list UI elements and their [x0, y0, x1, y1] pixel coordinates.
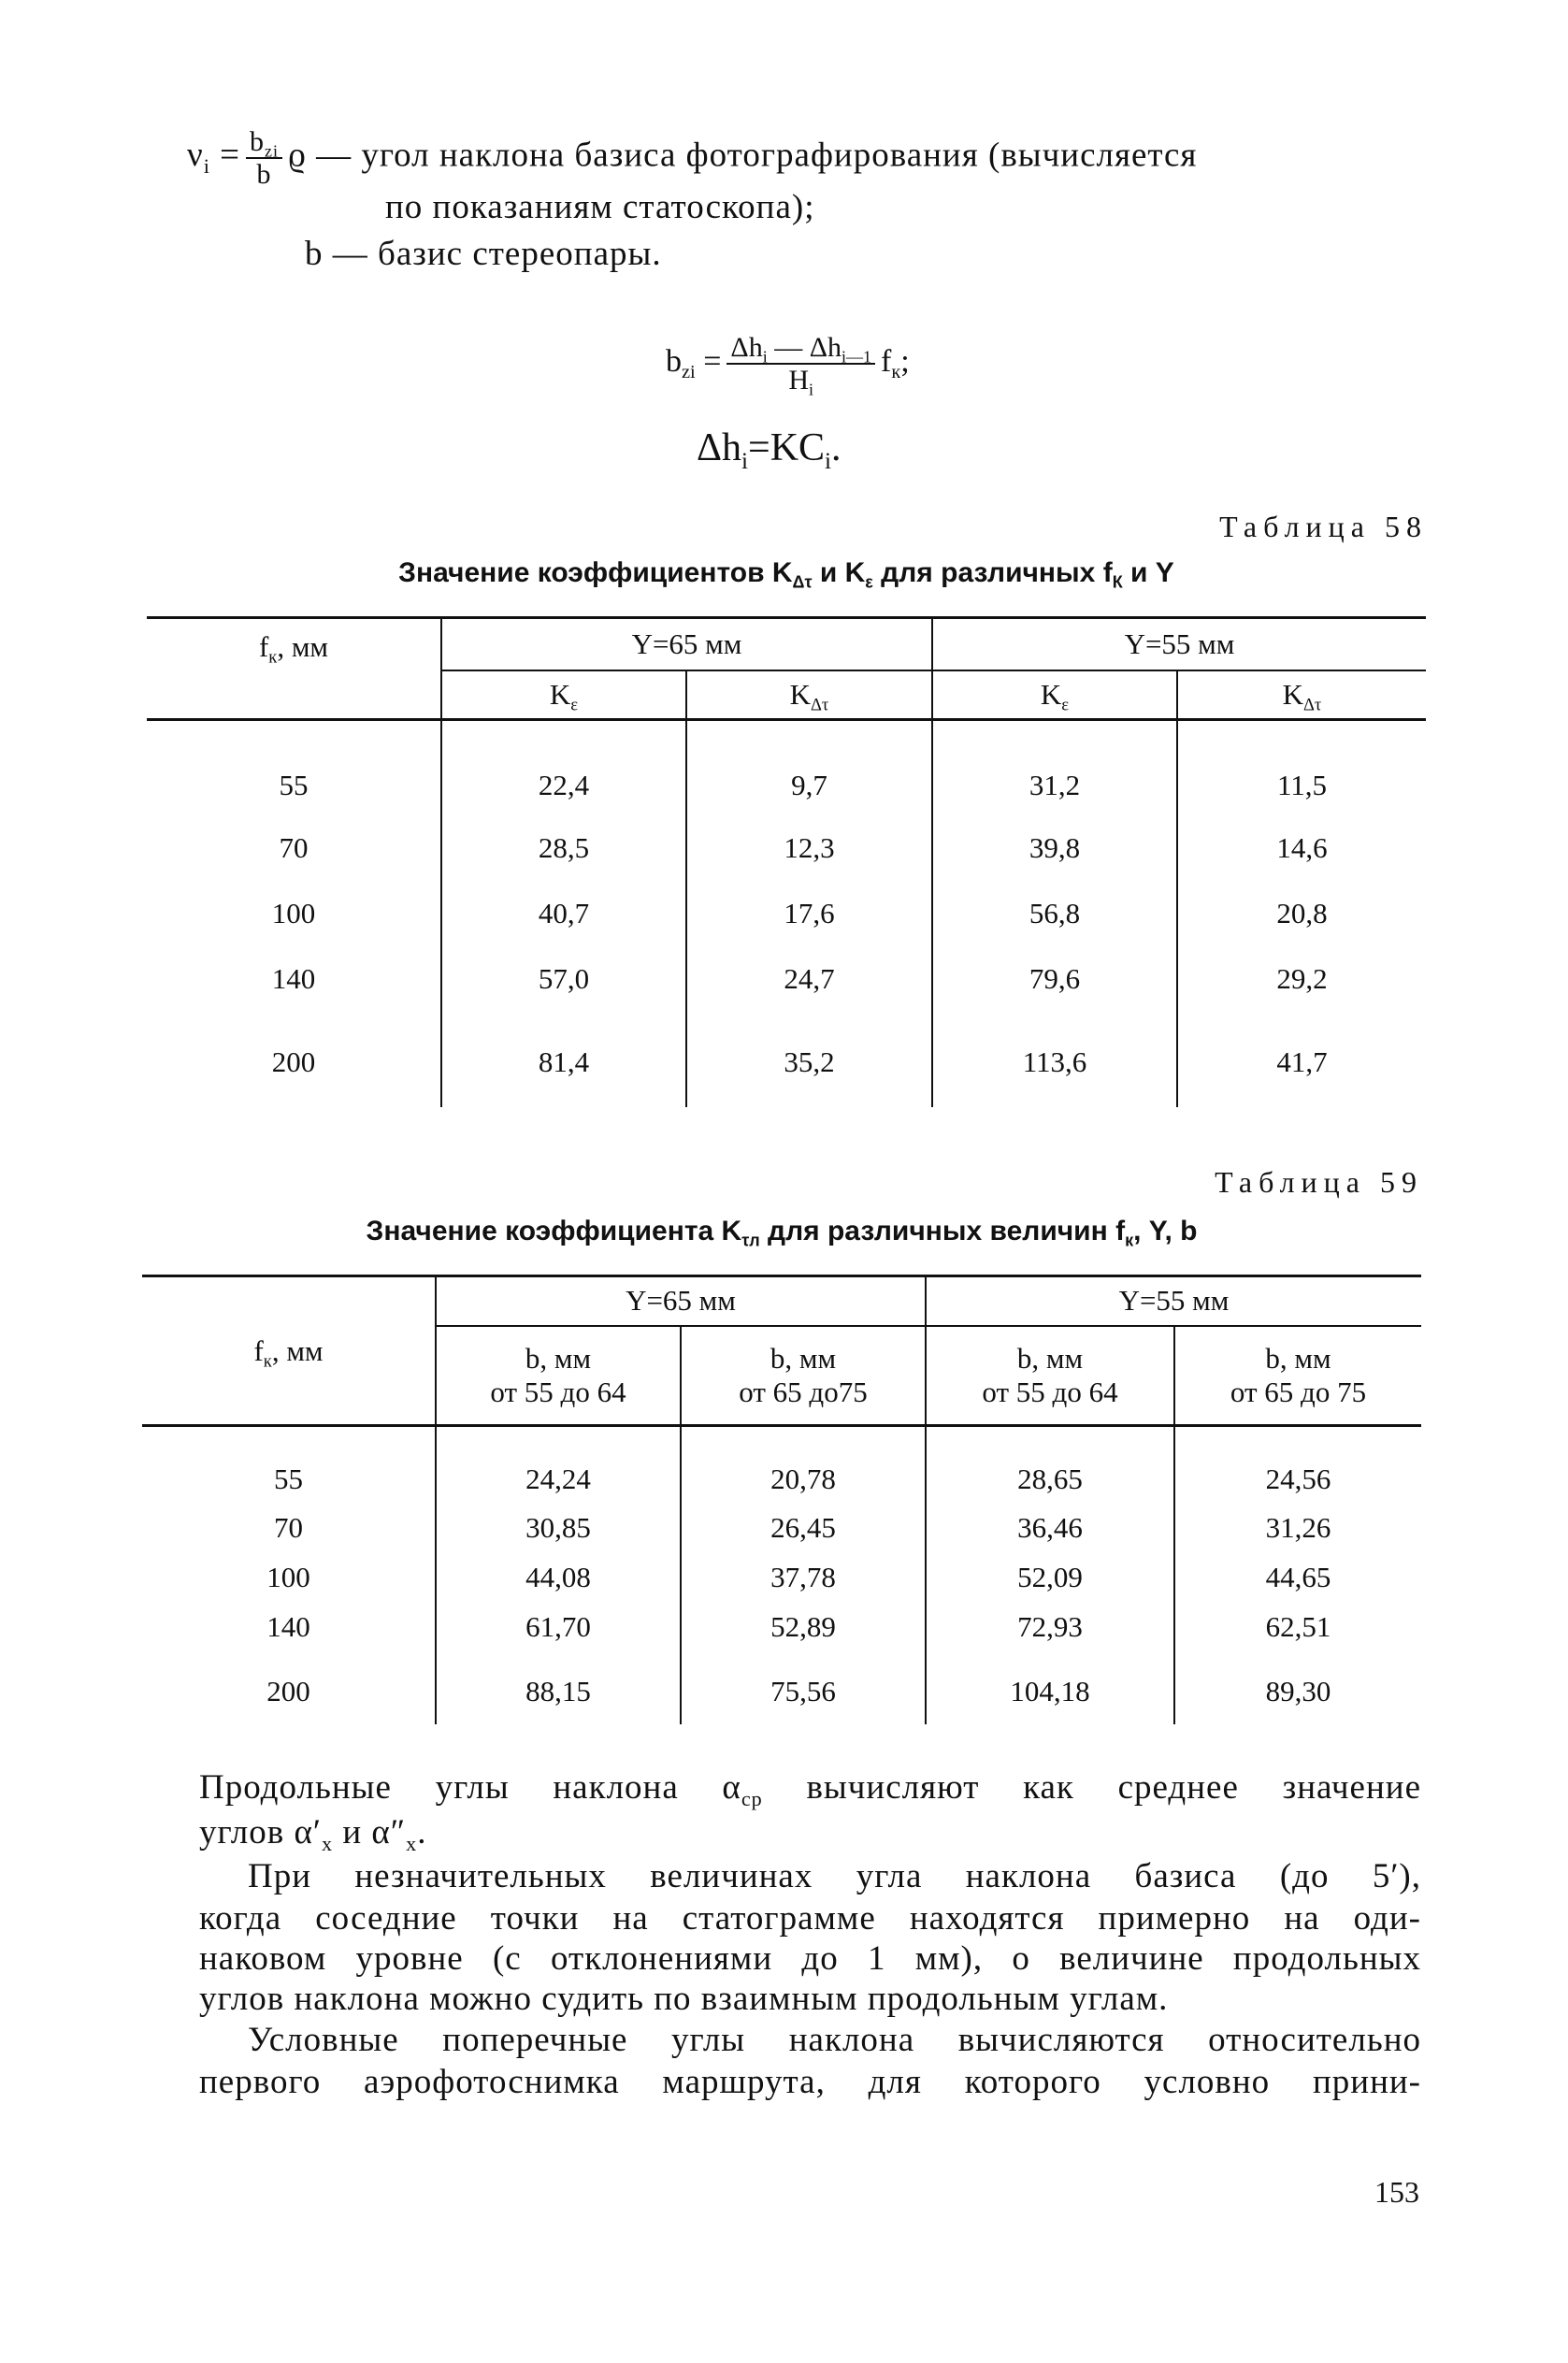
- cell-value: 88,15: [436, 1645, 681, 1724]
- cell-value: 24,24: [436, 1426, 681, 1497]
- cell-value: 39,8: [932, 809, 1177, 874]
- header-y65: Y=65 мм: [441, 618, 932, 670]
- table-59: [142, 1275, 1421, 1724]
- header-b-label: b, мм: [1016, 1341, 1084, 1375]
- cell-value: 81,4: [441, 1005, 686, 1107]
- cell-value: 37,78: [681, 1546, 926, 1595]
- table-row: [147, 940, 1426, 1005]
- formula-nu-description-cont: по показаниям статоскопа);: [385, 188, 815, 226]
- paragraph-1-line-2: углов $\alpha'_x$ и $\alpha''_x$.: [199, 1813, 427, 1855]
- formula-nu: $\nu_i$ = $\frac{b_{zi}}{b}$ ϱ — угол наклона базиса фотографирования (вычисляется: [187, 126, 1198, 190]
- header-b-range-text: от 55 до 64: [490, 1375, 626, 1408]
- cell-value: 20,78: [681, 1426, 926, 1497]
- header-y55: Y=55 мм: [926, 1276, 1421, 1326]
- cell-value: 30,85: [436, 1496, 681, 1546]
- formula-dh: $\Delta h_i=KC_i$.: [697, 426, 842, 474]
- cell-value: 104,18: [926, 1645, 1174, 1724]
- header-b-range-text: от 65 до75: [739, 1375, 868, 1408]
- table-row: [142, 1546, 1421, 1595]
- cell-fk: 100: [271, 896, 316, 929]
- cell-value: 22,4: [441, 720, 686, 809]
- header-fk: $f_к$, мм: [147, 618, 441, 720]
- table-row: [142, 1595, 1421, 1645]
- table-row: [147, 874, 1426, 940]
- table-row: [147, 1005, 1426, 1107]
- cell-value: 17,6: [686, 874, 932, 940]
- formula-nu-lhs: $\nu_i$ =: [187, 136, 241, 179]
- cell-value: 14,6: [1177, 809, 1426, 874]
- cell-value: 44,08: [436, 1546, 681, 1595]
- cell-value: 41,7: [1177, 1005, 1426, 1107]
- table-row: [142, 1426, 1421, 1497]
- page-number: 153: [1374, 2175, 1419, 2209]
- cell-value: 35,2: [686, 1005, 932, 1107]
- paragraph-2-line: когда соседние точки на статограмме находятся примерно на оди-: [199, 1899, 1421, 1938]
- cell-value: 44,65: [1174, 1546, 1421, 1595]
- cell-fk: 200: [271, 1045, 316, 1078]
- cell-fk: 55: [279, 768, 309, 801]
- cell-value: 52,89: [681, 1595, 926, 1645]
- cell-value: 75,56: [681, 1645, 926, 1724]
- cell-fk: 140: [266, 1609, 310, 1643]
- cell-value: 62,51: [1174, 1595, 1421, 1645]
- cell-value: 61,70: [436, 1595, 681, 1645]
- cell-value: 56,8: [932, 874, 1177, 940]
- header-b-label: b, мм: [1265, 1341, 1331, 1375]
- cell-value: 113,6: [932, 1005, 1177, 1107]
- cell-value: 29,2: [1177, 940, 1426, 1005]
- cell-fk: 70: [279, 830, 309, 864]
- table-59-title: Значение коэффициента $K_{\tau л}$ для различных величин $f_к$, Y, b: [366, 1216, 1198, 1250]
- cell-fk: 140: [271, 961, 316, 995]
- cell-value: 28,5: [441, 809, 686, 874]
- formula-nu-fraction: $\frac{b_{zi}}{b}$: [246, 126, 282, 190]
- cell-value: 28,65: [926, 1426, 1174, 1497]
- header-b-range: [926, 1326, 1174, 1426]
- formula-bzi: $b_{zi}$ = $\frac{\Delta h_i — \Delta h_{i—1}}{H_i}$ $f_к$;: [666, 332, 910, 399]
- cell-value: 31,2: [932, 720, 1177, 809]
- table-row: [142, 1496, 1421, 1546]
- paragraph-2-line: При незначительных величинах угла наклона базиса (до 5′),: [248, 1857, 1421, 1895]
- paragraph-2-line: наковом уровне (с отклонениями до 1 мм), о величине продольных: [199, 1939, 1421, 1978]
- table-58-caption: Таблица 58: [1219, 510, 1428, 543]
- table-59-caption: Таблица 59: [1215, 1165, 1423, 1199]
- header-b-label: b, мм: [770, 1341, 837, 1375]
- table-row: [147, 720, 1426, 809]
- cell-fk: 70: [274, 1510, 303, 1544]
- cell-value: 20,8: [1177, 874, 1426, 940]
- cell-value: 24,56: [1174, 1426, 1421, 1497]
- cell-value: 36,46: [926, 1496, 1174, 1546]
- formula-nu-description: — угол наклона базиса фотографирования (вычисляется: [316, 136, 1198, 175]
- cell-value: 52,09: [926, 1546, 1174, 1595]
- cell-value: 12,3: [686, 809, 932, 874]
- cell-value: 72,93: [926, 1595, 1174, 1645]
- header-kdt: $K_{\Delta\tau}$: [1177, 670, 1426, 720]
- table-row: [147, 809, 1426, 874]
- header-y55: Y=55 мм: [932, 618, 1426, 670]
- header-b-label: b, мм: [525, 1341, 592, 1375]
- table-row: [142, 1645, 1421, 1724]
- cell-fk: 55: [274, 1462, 303, 1495]
- cell-value: 24,7: [686, 940, 932, 1005]
- paragraph-1-line-1: Продольные углы наклона $\alpha_{ср}$ вычисляют как среднее значение: [199, 1768, 1421, 1810]
- cell-value: 89,30: [1174, 1645, 1421, 1724]
- header-fk: $f_к$, мм: [142, 1276, 436, 1426]
- paragraph-3-line: Условные поперечные углы наклона вычисляются относительно: [248, 2021, 1421, 2059]
- header-kdt: $K_{\Delta\tau}$: [686, 670, 932, 720]
- cell-value: 11,5: [1177, 720, 1426, 809]
- header-b-range: [436, 1326, 681, 1426]
- header-b-range-text: от 65 до 75: [1230, 1375, 1367, 1408]
- header-ke: $K_\varepsilon$: [932, 670, 1177, 720]
- header-y65: Y=65 мм: [436, 1276, 926, 1326]
- cell-fk: 100: [266, 1560, 310, 1593]
- header-ke: $K_\varepsilon$: [441, 670, 686, 720]
- cell-value: 9,7: [686, 720, 932, 809]
- paragraph-2-line: углов наклона можно судить по взаимным продольным углам.: [199, 1980, 1169, 2018]
- paragraph-3-line: первого аэрофотоснимка маршрута, для которого условно прини-: [199, 2063, 1421, 2101]
- cell-value: 40,7: [441, 874, 686, 940]
- cell-value: 57,0: [441, 940, 686, 1005]
- header-b-range-text: от 55 до 64: [982, 1375, 1118, 1408]
- cell-value: 79,6: [932, 940, 1177, 1005]
- table-58: [147, 616, 1426, 1107]
- b-description: b — базис стереопары.: [305, 235, 662, 273]
- header-b-range: [1174, 1326, 1421, 1426]
- cell-value: 31,26: [1174, 1496, 1421, 1546]
- cell-fk: 200: [266, 1674, 310, 1707]
- table-58-title: Значение коэффициентов $K_{\Delta\tau}$ и $K_\varepsilon$ для различных $f_К$ и Y: [398, 557, 1174, 592]
- cell-value: 26,45: [681, 1496, 926, 1546]
- header-b-range: [681, 1326, 926, 1426]
